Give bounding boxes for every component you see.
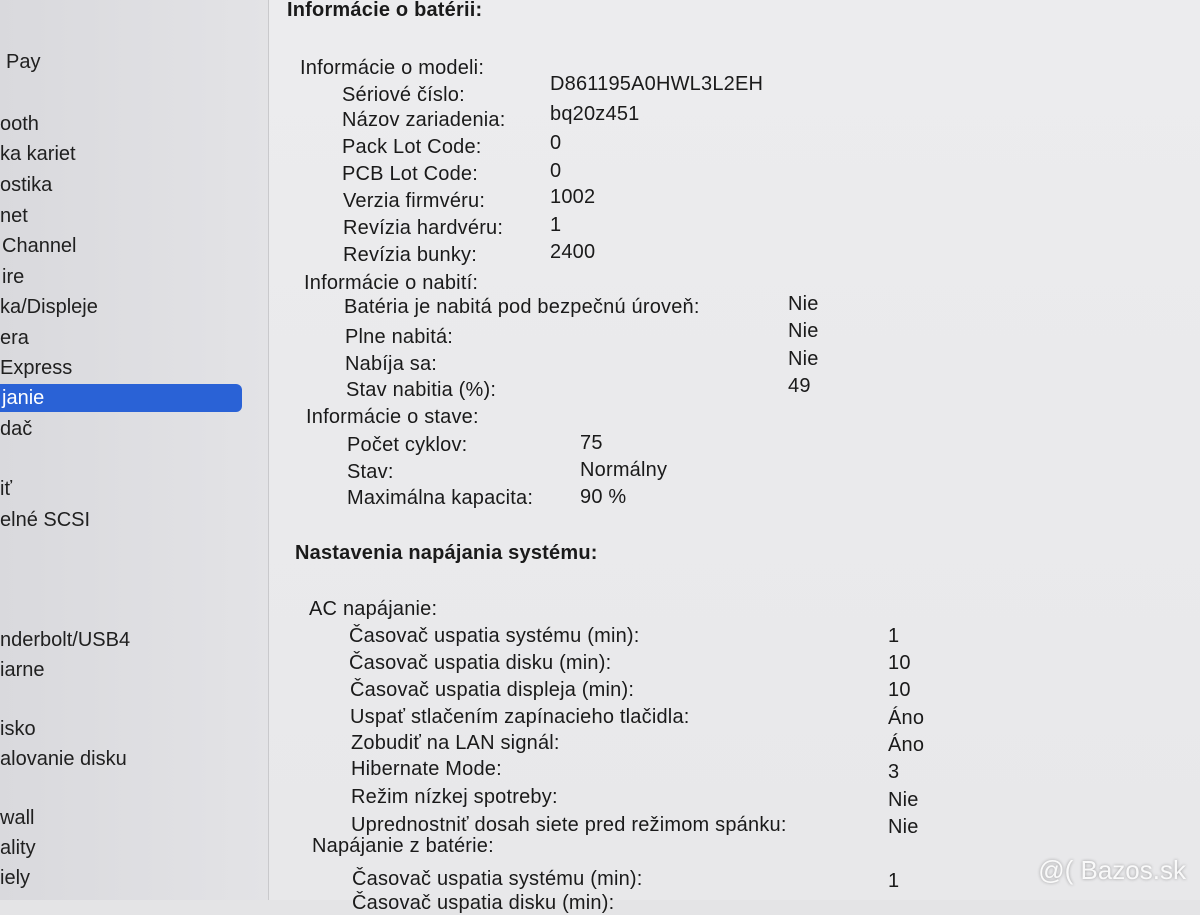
sidebar-item[interactable]: ooth bbox=[0, 113, 39, 135]
row-value: 1002 bbox=[550, 186, 596, 208]
sidebar-item[interactable]: Channel bbox=[2, 235, 77, 257]
row-label: Verzia firmvéru: bbox=[343, 190, 486, 212]
sidebar-item[interactable]: iarne bbox=[0, 659, 45, 681]
sidebar-item[interactable]: wall bbox=[0, 807, 35, 829]
row-label: Názov zariadenia: bbox=[342, 109, 506, 131]
row-value: Nie bbox=[888, 789, 919, 811]
row-value: Nie bbox=[788, 348, 819, 370]
row-value: Nie bbox=[888, 816, 919, 838]
row-label: Pack Lot Code: bbox=[342, 136, 482, 158]
row-value: 2400 bbox=[550, 241, 596, 263]
row-label: Stav nabitia (%): bbox=[346, 379, 497, 401]
row-label: Časovač uspatia systému (min): bbox=[352, 868, 643, 890]
row-label: Hibernate Mode: bbox=[351, 758, 502, 780]
sidebar-item[interactable]: era bbox=[0, 327, 29, 349]
sidebar-item[interactable]: ality bbox=[0, 837, 36, 859]
row-value: Áno bbox=[888, 707, 925, 729]
row-value: 1 bbox=[888, 625, 900, 647]
sidebar-item[interactable]: alovanie disku bbox=[0, 748, 127, 770]
row-label: Nabíja sa: bbox=[345, 353, 438, 375]
row-label: Sériové číslo: bbox=[342, 84, 465, 106]
sidebar-item[interactable]: isko bbox=[0, 718, 36, 740]
row-value: 90 % bbox=[580, 486, 627, 508]
row-value: bq20z451 bbox=[550, 103, 640, 125]
row-value: Nie bbox=[788, 293, 819, 315]
row-label: Zobudiť na LAN signál: bbox=[351, 732, 560, 754]
sidebar-item[interactable]: ka/Displeje bbox=[0, 296, 98, 318]
row-value: Normálny bbox=[580, 459, 668, 481]
sidebar-item[interactable]: ka kariet bbox=[0, 143, 76, 165]
row-label: Uprednostniť dosah siete pred režimom spánku: bbox=[351, 814, 787, 836]
row-value: 75 bbox=[580, 432, 603, 454]
sidebar-item-selected[interactable]: janie bbox=[0, 384, 242, 412]
row-label: Časovač uspatia displeja (min): bbox=[350, 679, 635, 701]
row-label: Časovač uspatia disku (min): bbox=[352, 892, 615, 914]
sidebar bbox=[0, 0, 269, 900]
group-header-health: Informácie o stave: bbox=[306, 406, 479, 428]
row-value: Áno bbox=[888, 734, 925, 756]
sidebar-item[interactable]: elné SCSI bbox=[0, 509, 91, 531]
row-label: Revízia hardvéru: bbox=[343, 217, 504, 239]
row-value: 10 bbox=[888, 652, 911, 674]
sidebar-item[interactable]: iť bbox=[0, 478, 12, 500]
row-label: Stav: bbox=[347, 461, 394, 483]
row-label: Časovač uspatia systému (min): bbox=[349, 625, 640, 647]
row-value: 3 bbox=[888, 761, 900, 783]
group-header-ac: AC napájanie: bbox=[309, 598, 438, 620]
sidebar-item[interactable]: net bbox=[0, 205, 28, 227]
sidebar-item[interactable]: ire bbox=[2, 266, 25, 288]
row-value: D861195A0HWL3L2EH bbox=[550, 73, 764, 95]
group-header-charge: Informácie o nabití: bbox=[304, 272, 479, 294]
row-value: 0 bbox=[550, 132, 562, 154]
sidebar-item[interactable]: Express bbox=[0, 357, 73, 379]
row-value: 49 bbox=[788, 375, 811, 397]
row-label: Revízia bunky: bbox=[343, 244, 477, 266]
watermark: @( Bazos.sk bbox=[1038, 855, 1186, 885]
row-value: 1 bbox=[888, 870, 900, 892]
sidebar-item[interactable]: dač bbox=[0, 418, 33, 440]
sidebar-item[interactable]: Pay bbox=[6, 51, 41, 73]
row-label: Režim nízkej spotreby: bbox=[351, 786, 558, 808]
row-label: Časovač uspatia disku (min): bbox=[349, 652, 612, 674]
row-label: Batéria je nabitá pod bezpečnú úroveň: bbox=[344, 296, 700, 318]
row-label: PCB Lot Code: bbox=[342, 163, 479, 185]
group-header-battery-power: Napájanie z batérie: bbox=[312, 835, 494, 857]
sidebar-item[interactable]: ostika bbox=[0, 174, 53, 196]
section-title-power: Nastavenia napájania systému: bbox=[295, 542, 598, 564]
row-label: Uspať stlačením zapínacieho tlačidla: bbox=[350, 706, 690, 728]
row-value: 10 bbox=[888, 679, 911, 701]
detail-pane bbox=[269, 0, 1200, 914]
row-label: Počet cyklov: bbox=[347, 434, 468, 456]
sidebar-item[interactable]: nderbolt/USB4 bbox=[0, 629, 131, 651]
section-title-battery: Informácie o batérii: bbox=[287, 0, 483, 21]
row-value: 1 bbox=[550, 214, 562, 236]
row-label: Maximálna kapacita: bbox=[347, 487, 534, 509]
group-header-model: Informácie o modeli: bbox=[300, 57, 485, 79]
row-value: Nie bbox=[788, 320, 819, 342]
row-label: Plne nabitá: bbox=[345, 326, 454, 348]
row-value: 0 bbox=[550, 160, 562, 182]
sidebar-item[interactable]: iely bbox=[0, 867, 31, 889]
